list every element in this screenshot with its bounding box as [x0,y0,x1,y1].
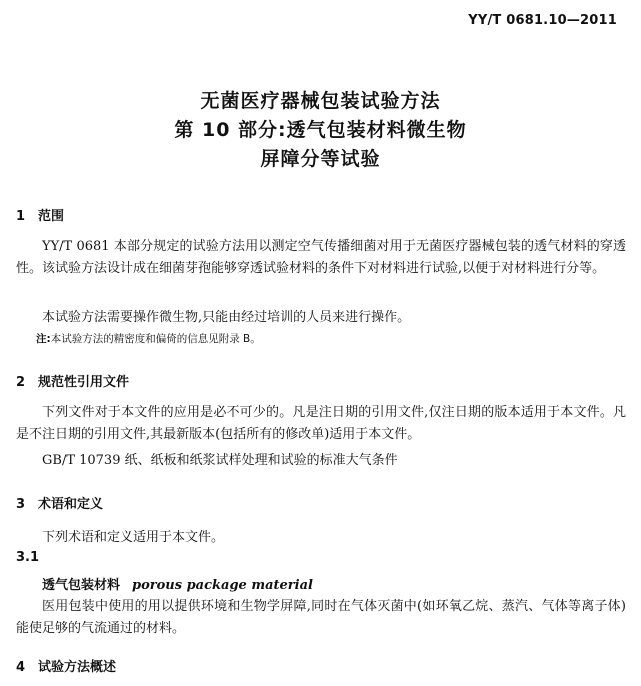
section-2-heading [16,371,129,390]
section-3-paragraph-1: 下列术语和定义适用于本文件。 [42,530,225,545]
section-2-title: 规范性引用文件 [38,375,130,390]
section-1-note [36,331,261,346]
section-4-number: 4 [16,660,26,675]
title-line-3: 屏障分等试验 [260,148,381,170]
section-1-title: 范围 [38,209,65,224]
subsection-3-1-number: 3.1 [16,550,40,565]
section-1-number: 1 [16,209,26,224]
note-label: 注: [36,333,51,345]
section-1-heading [16,205,64,224]
section-3-heading [16,493,103,512]
section-1-paragraph-1: YY/T 0681 本部分规定的试验方法用以测定空气传播细菌对用于无菌医疗器械包装的透气材料的穿透性。该试验方法设计成在细菌芽孢能够穿透试验材料的条件下对材料进行试验,以便于对材料进行分等。 [16,239,626,276]
title-line-2: 第 10 部分:透气包装材料微生物 [174,119,467,141]
section-2-number: 2 [16,375,26,390]
term-chinese: 透气包装材料 [42,578,121,593]
section-4-heading [16,656,116,675]
section-3-number: 3 [16,497,26,512]
term-heading [42,574,313,593]
note-text: 本试验方法的精密度和偏倚的信息见附录 B。 [50,333,261,345]
term-definition: 医用包装中使用的用以提供环境和生物学屏障,同时在气体灭菌中(如环氧乙烷、蒸汽、气体等离子体)能使足够的气流通过的材料。 [16,599,626,636]
section-2-paragraph-1: 下列文件对于本文件的应用是必不可少的。凡是注日期的引用文件,仅注日期的版本适用于本文件。凡是不注日期的引用文件,其最新版本(包括所有的修改单)适用于本文件。 [16,405,626,442]
section-4-title: 试验方法概述 [38,660,117,675]
term-english: porous package material [132,578,313,593]
title-line-1: 无菌医疗器械包装试验方法 [200,90,441,112]
standard-number: YY/T 0681.10—2011 [468,13,617,28]
normative-reference-gbt10739: GB/T 10739 纸、纸板和纸浆试样处理和试验的标准大气条件 [42,453,398,468]
section-3-title: 术语和定义 [38,497,104,512]
section-1-paragraph-2: 本试验方法需要操作微生物,只能由经过培训的人员来进行操作。 [42,310,411,325]
